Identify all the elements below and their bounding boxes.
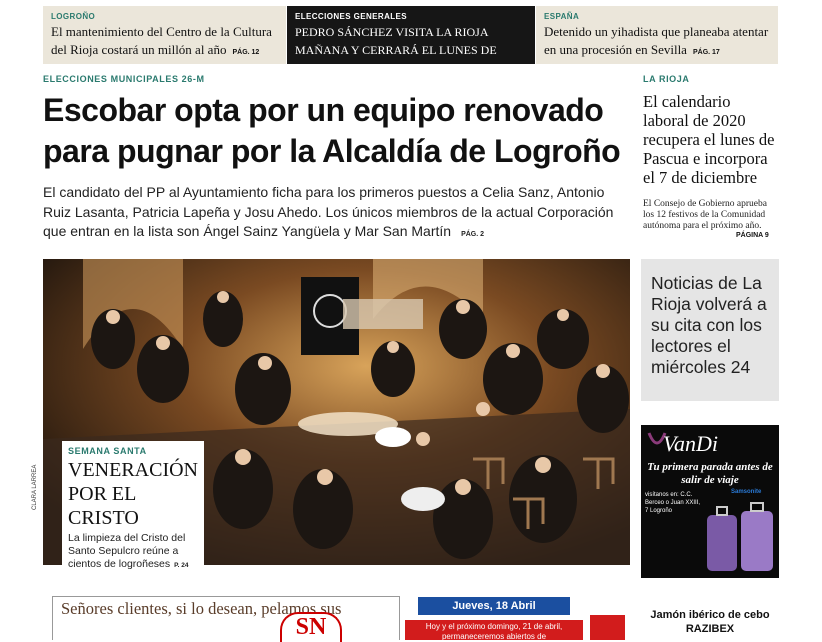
teaser-section: LOGROÑO [51, 12, 96, 21]
vandi-ad[interactable] [641, 425, 779, 578]
teaser-page: PÁG. 4 [347, 67, 371, 74]
photo-caption[interactable] [62, 441, 204, 570]
caption-text-wrap [68, 532, 198, 572]
ad-brand: VanDi [663, 431, 718, 456]
teaser-elecciones[interactable] [287, 6, 535, 75]
teaser-section: ESPAÑA [544, 12, 580, 21]
teaser-page: PÁG. 12 [232, 49, 260, 56]
photo-credit: CLARA LARREA [32, 464, 38, 510]
ad-info: visítanos en: C.C. Berceo o Juan XXIII, 7 Logroño [645, 492, 701, 514]
suitcase-icon [703, 501, 777, 575]
ad-slogan: Tu primera parada antes de salir de viaje [647, 461, 773, 486]
side-page: PÁGINA 9 [736, 232, 769, 239]
teaser-section: ELECCIONES GENERALES [295, 12, 408, 21]
ham-ad[interactable]: Jamón ibérico de cebo RAZIBEX [650, 609, 770, 635]
bottom-ad-left[interactable] [52, 596, 400, 640]
lead-summary-text: El candidato del PP al Ayuntamiento ficha para los primeros puestos a Celia Sanz, Antonio Ruiz Lasanta, Patricia Lapeña y Josu Ahedo. Los únicos miembros de la actual Corporación que entran en la lista son Ángel Sainz Yangüela y Mar San Martín [43, 184, 614, 239]
side-headline[interactable]: El calendario laboral de 2020 recupera el lunes de Pascua e incorpora el 7 de diciembre [643, 92, 775, 187]
teaser-text: Detenido un yihadista que planeaba atentar en una procesión en Sevilla [544, 24, 769, 57]
ad-partner: Samsonite [731, 489, 762, 495]
caption-text: La limpieza del Cristo del Santo Sepulcro reúne a cientos de logroñeses [68, 532, 186, 570]
lead-kicker: ELECCIONES MUNICIPALES 26-M [43, 74, 205, 84]
lead-page: PÁG. 2 [461, 231, 485, 238]
caption-page: P. 24 [174, 562, 189, 569]
notice-box: Noticias de La Rioja volverá a su cita con los lectores el miércoles 24 [641, 259, 779, 401]
date-bar: Jueves, 18 Abril [418, 597, 570, 615]
lead-headline[interactable]: Escobar opta por un equipo renovado para pugnar por la Alcaldía de Logroño [43, 92, 621, 169]
bottom-left-text: Señores clientes, si lo desean, pelamos sus [61, 599, 342, 618]
teaser-text: PEDRO SÁNCHEZ VISITA LA RIOJA MAÑANA Y CERRARÁ EL LUNES DE PASCUA [295, 25, 497, 75]
lead-summary [43, 183, 633, 245]
side-kicker: LA RIOJA [643, 74, 690, 84]
teaser-logrono[interactable] [43, 6, 286, 64]
caption-title: VENERACIÓN POR EL CRISTO [68, 459, 198, 529]
red-strip [590, 615, 625, 640]
teaser-espana[interactable] [536, 6, 778, 64]
red-notice: Hoy y el próximo domingo, 21 de abril, permaneceremos abiertos de [405, 620, 583, 640]
teaser-page: PÁG. 17 [692, 49, 720, 56]
caption-kicker: SEMANA SANTA [68, 446, 147, 456]
teaser-text: El mantenimiento del Centro de la Cultura del Rioja costará un millón al año [51, 24, 272, 57]
side-summary: El Consejo de Gobierno aprueba los 12 festivos de la Comunidad autónoma para el próximo año. [643, 199, 767, 231]
sn-logo: SN [280, 612, 342, 642]
